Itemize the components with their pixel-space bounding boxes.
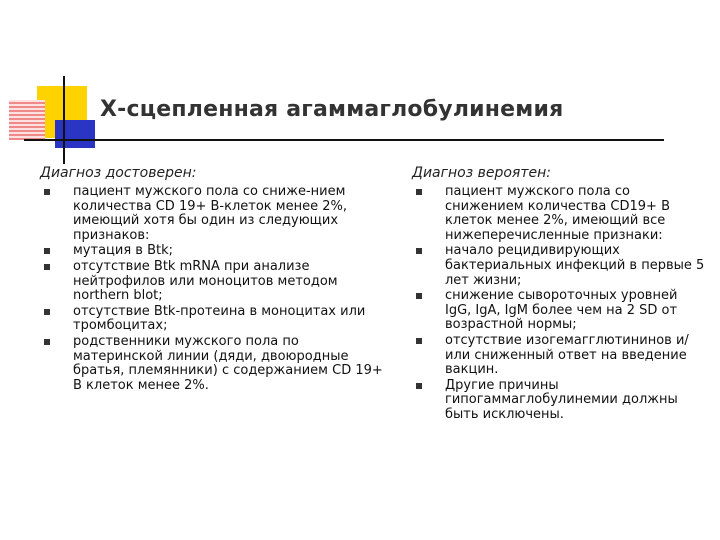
left-list — [40, 185, 385, 393]
square-bullet-icon — [44, 248, 50, 254]
square-bullet-icon — [416, 338, 422, 344]
list-item-text: отсутствие изогемагглютининов и/или сниженный ответ на введение вакцин. — [445, 332, 689, 378]
list-item-text: мутация в Btk; — [73, 243, 174, 259]
square-bullet-icon — [44, 264, 50, 270]
square-bullet-icon — [416, 293, 422, 299]
list-item — [412, 379, 707, 423]
list-item — [40, 260, 385, 304]
list-item-text: родственники мужского пола по материнской линии (дяди, двоюродные братья, племянники) с содержанием CD 19+ В клеток менее 2%. — [73, 333, 383, 393]
list-item-text: снижение сывороточных уровней IgG, IgA, IgM более чем на 2 SD от возрастной нормы; — [445, 288, 678, 333]
decor-horizontal-line — [24, 139, 664, 141]
decor-pink-striped-square — [9, 100, 45, 140]
square-bullet-icon — [416, 383, 422, 389]
list-item — [412, 185, 707, 243]
list-item-text: начало рецидивирующих бактериальных инфекций в первые 5 лет жизни; — [445, 243, 705, 288]
list-item-text: пациент мужского пола со снижением количества CD19+ В клеток менее 2%, имеющий все нижеперечисленные признаки: — [445, 184, 670, 243]
list-item — [40, 305, 385, 334]
left-heading: Диагноз достоверен: — [40, 165, 197, 181]
list-item — [412, 289, 707, 333]
list-item — [412, 244, 707, 288]
list-item-text: пациент мужского пола со сниже-нием количества CD 19+ В-клеток менее 2%, имеющий хотя бы один из следующих признаков: — [73, 184, 347, 243]
right-column — [412, 165, 707, 424]
list-item — [40, 335, 385, 393]
list-item — [40, 244, 385, 259]
right-list — [412, 185, 707, 423]
list-item-text: отсутствие Btk-протеина в моноцитах или тромбоцитах; — [73, 303, 366, 334]
square-bullet-icon — [44, 309, 50, 315]
left-column — [40, 165, 385, 394]
square-bullet-icon — [416, 248, 422, 254]
right-heading: Диагноз вероятен: — [412, 165, 551, 181]
square-bullet-icon — [44, 189, 50, 195]
slide-title: Х-сцепленная агаммаглобулинемия — [100, 97, 564, 122]
list-item-text: Другие причины гипогаммаглобулинемии должны быть исключены. — [445, 377, 678, 422]
square-bullet-icon — [416, 189, 422, 195]
decor-blue-square — [55, 120, 95, 148]
square-bullet-icon — [44, 339, 50, 345]
list-item-text: отсутствие Btk mRNA при анализе нейтрофилов или моноцитов методом northern blot; — [73, 258, 338, 304]
list-item — [40, 185, 385, 243]
decor-vertical-line — [63, 76, 65, 164]
list-item — [412, 334, 707, 378]
